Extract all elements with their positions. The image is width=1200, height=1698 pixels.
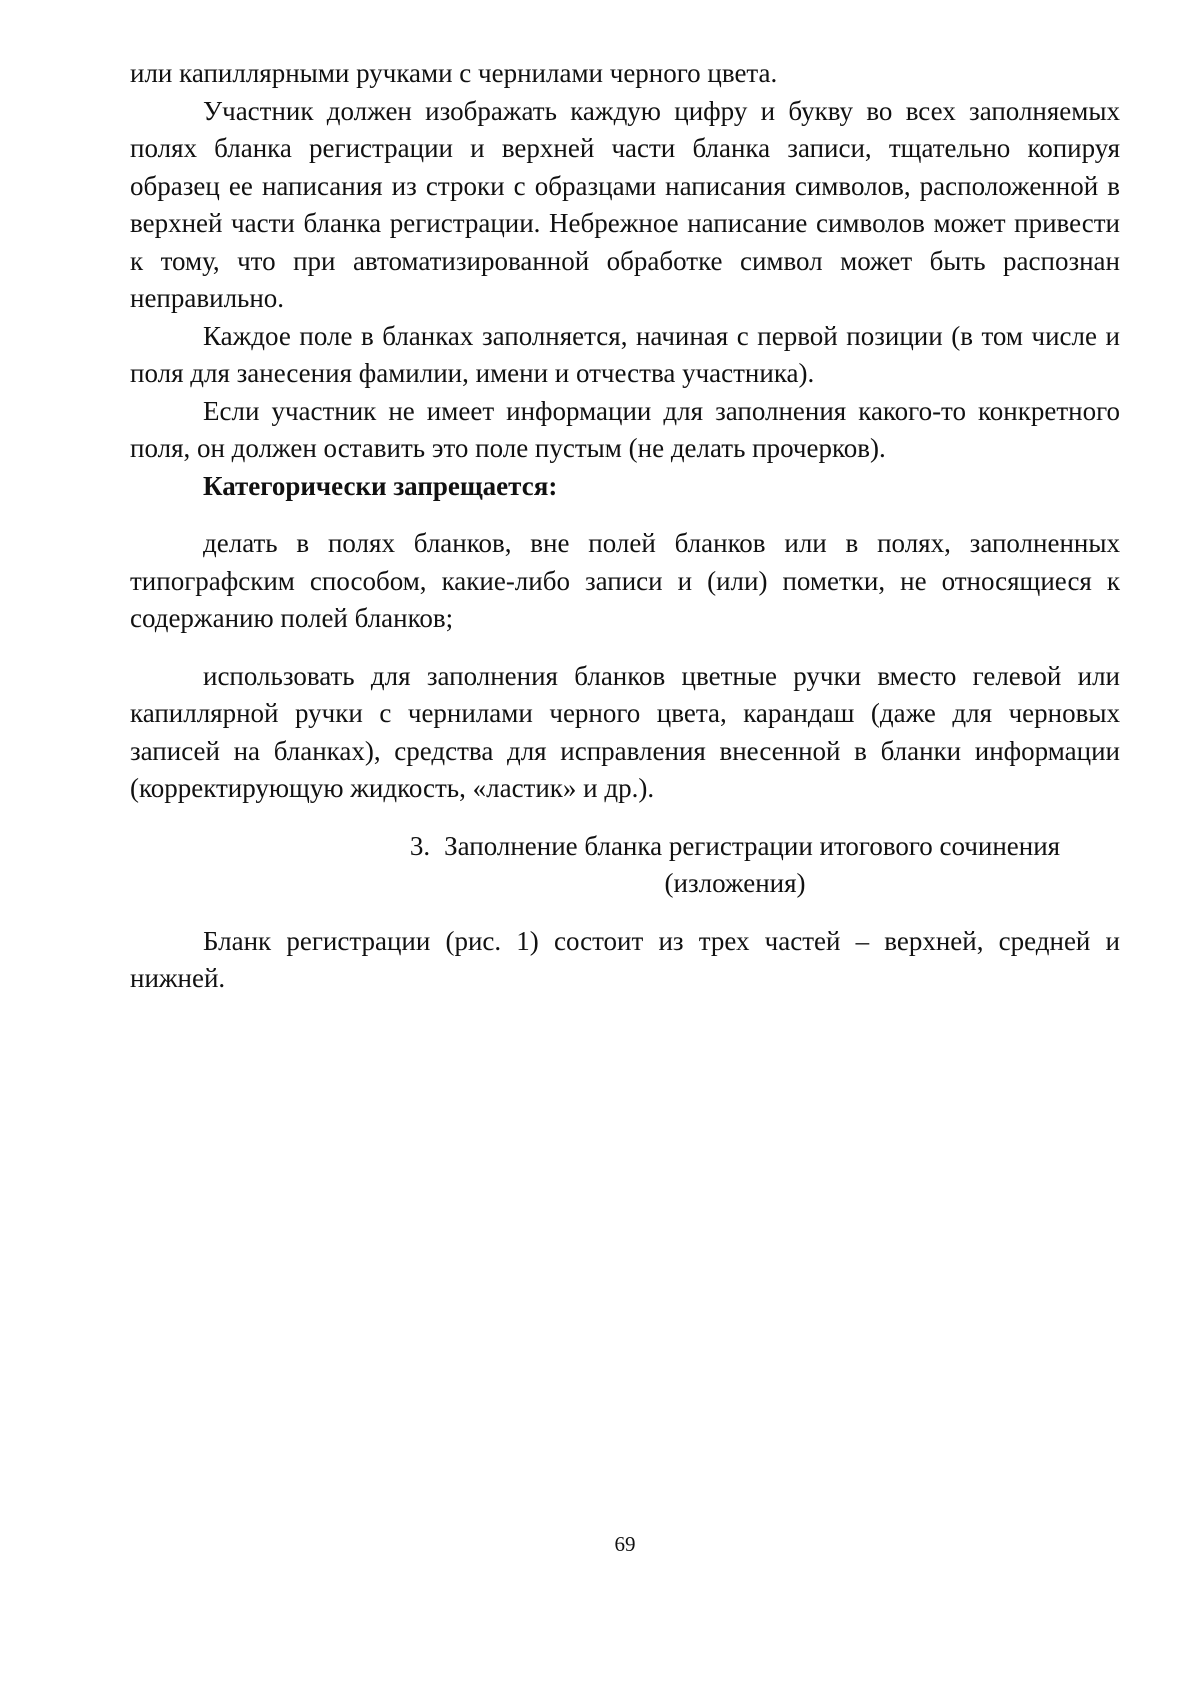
paragraph-prohibited-tools: использовать для заполнения бланков цветные ручки вместо гелевой или капиллярной ручки с чернилами черного цвета, карандаш (даже для черновых записей на бланках), средства для исправления внесенной в бланки информации (корректирующую жидкость, «ластик» и др.).	[130, 660, 1120, 803]
section-number: 3.	[409, 830, 431, 861]
paragraph-symbol-writing: Участник должен изображать каждую цифру и букву во всех заполняемых полях бланка регистрации и верхней части бланка записи, тщательно копируя образец ее написания из строки с образцами написания символов, расположенной в верхней части бланка регистрации. Небрежное написание символов может привести к тому, что при автоматизированной обработке символ может быть распознан неправильно.	[130, 95, 1120, 313]
paragraph-empty-field: Если участник не имеет информации для заполнения какого-то конкретного поля, он должен оставить это поле пустым (не делать прочерков).	[130, 395, 1120, 463]
paragraph-continuation: или капиллярными ручками с чернилами черного цвета.	[130, 58, 778, 88]
paragraph-field-start: Каждое поле в бланках заполняется, начиная с первой позиции (в том числе и поля для занесения фамилии, имени и отчества участника).	[130, 320, 1120, 388]
prohibited-heading: Категорически запрещается:	[203, 470, 558, 501]
section-title-line2: (изложения)	[664, 868, 806, 898]
section-heading	[130, 828, 1120, 903]
paragraph-prohibited-marks: делать в полях бланков, вне полей бланков или в полях, заполненных типографским способом, какие-либо записи и (или) пометки, не относящиеся к содержанию полей бланков;	[130, 528, 1120, 633]
page-number: 69	[614, 1532, 636, 1556]
paragraph-registration-form: Бланк регистрации (рис. 1) состоит из трех частей – верхней, средней и нижней.	[130, 925, 1120, 993]
section-title-line1: Заполнение бланка регистрации итогового сочинения	[444, 830, 1061, 861]
document-page	[130, 55, 1120, 998]
